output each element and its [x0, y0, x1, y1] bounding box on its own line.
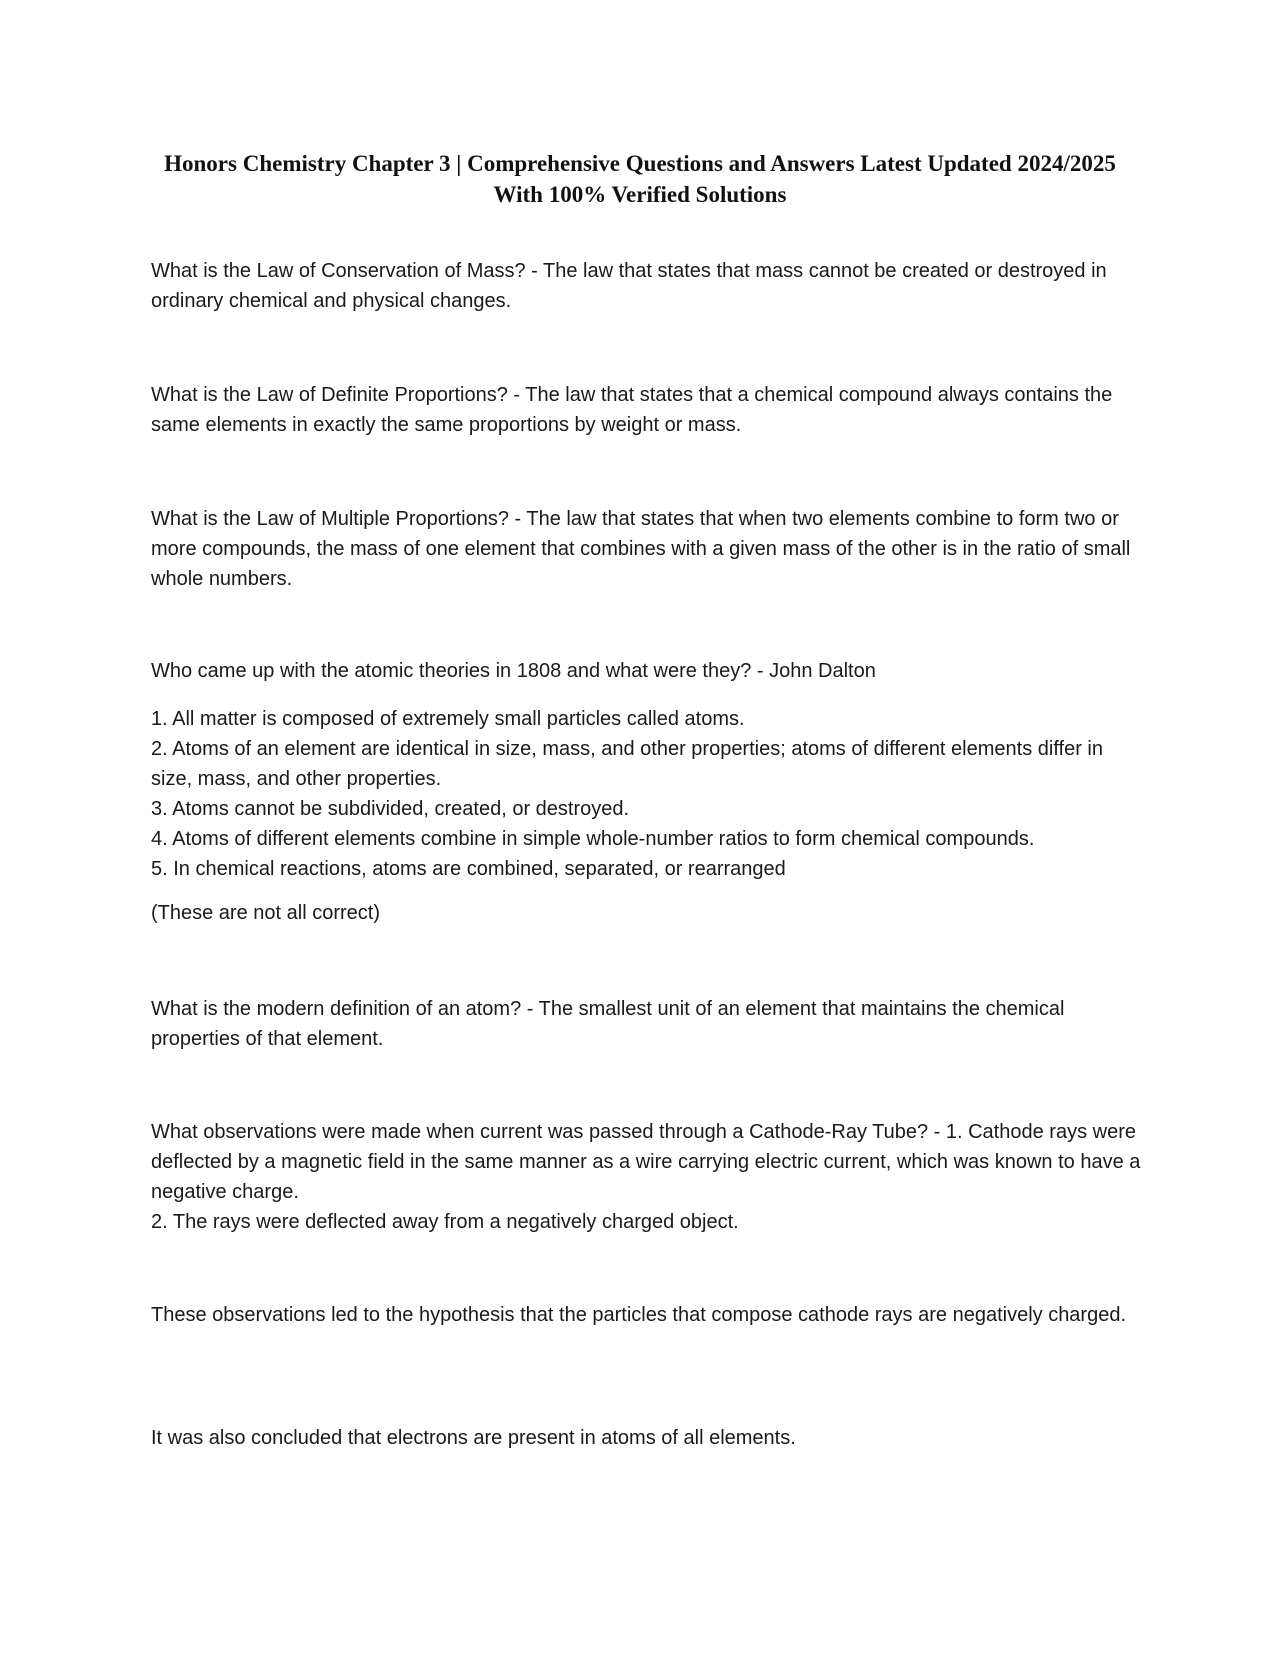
- qa-text: What is the modern definition of an atom? - The smallest unit of an element that maintains the chemical properties of that element.: [151, 998, 1065, 1050]
- paragraph-text: These observations led to the hypothesis that the particles that compose cathode rays are negatively charged.: [151, 1304, 1127, 1326]
- hypothesis-paragraph: [151, 1300, 1141, 1330]
- list-item: 1. All matter is composed of extremely small particles called atoms.: [151, 708, 745, 730]
- document-title: Honors Chemistry Chapter 3 | Comprehensive Questions and Answers Latest Updated 2024/2025 With 100% Verified Solutions: [164, 151, 1116, 207]
- list-item: 5. In chemical reactions, atoms are combined, separated, or rearranged: [151, 858, 786, 880]
- qa-dalton-question: [151, 656, 1141, 686]
- conclusion-paragraph: [151, 1423, 1141, 1453]
- list-item: 3. Atoms cannot be subdivided, created, or destroyed.: [151, 798, 630, 820]
- paragraph-text: It was also concluded that electrons are present in atoms of all elements.: [151, 1427, 796, 1449]
- qa-cathode-ray: [151, 1117, 1141, 1237]
- dalton-theory-list: [151, 704, 1141, 884]
- qa-text: What is the Law of Definite Proportions? - The law that states that a chemical compound always contains the same elements in exactly the same proportions by weight or mass.: [151, 384, 1113, 436]
- qa-definite-proportions: [151, 380, 1141, 440]
- dalton-note: [151, 898, 1141, 928]
- qa-conservation-of-mass: [151, 256, 1141, 316]
- qa-text-continued: 2. The rays were deflected away from a negatively charged object.: [151, 1211, 739, 1233]
- qa-text: Who came up with the atomic theories in 1808 and what were they? - John Dalton: [151, 660, 876, 682]
- qa-text: What is the Law of Multiple Proportions? - The law that states that when two elements combine to form two or more compounds, the mass of one element that combines with a given mass of the other is in the ratio of small whole numbers.: [151, 508, 1131, 590]
- qa-text: What observations were made when current was passed through a Cathode-Ray Tube? - 1. Cathode rays were deflected by a magnetic field in the same manner as a wire carrying electric current, which was known to have a negative charge.: [151, 1121, 1141, 1203]
- qa-atom-definition: [151, 994, 1141, 1054]
- list-item: 2. Atoms of an element are identical in size, mass, and other properties; atoms of different elements differ in size, mass, and other properties.: [151, 738, 1103, 790]
- list-item: 4. Atoms of different elements combine in simple whole-number ratios to form chemical compounds.: [151, 828, 1035, 850]
- qa-multiple-proportions: [151, 504, 1141, 594]
- qa-text: What is the Law of Conservation of Mass? - The law that states that mass cannot be created or destroyed in ordinary chemical and physical changes.: [151, 260, 1107, 312]
- note-text: (These are not all correct): [151, 902, 380, 924]
